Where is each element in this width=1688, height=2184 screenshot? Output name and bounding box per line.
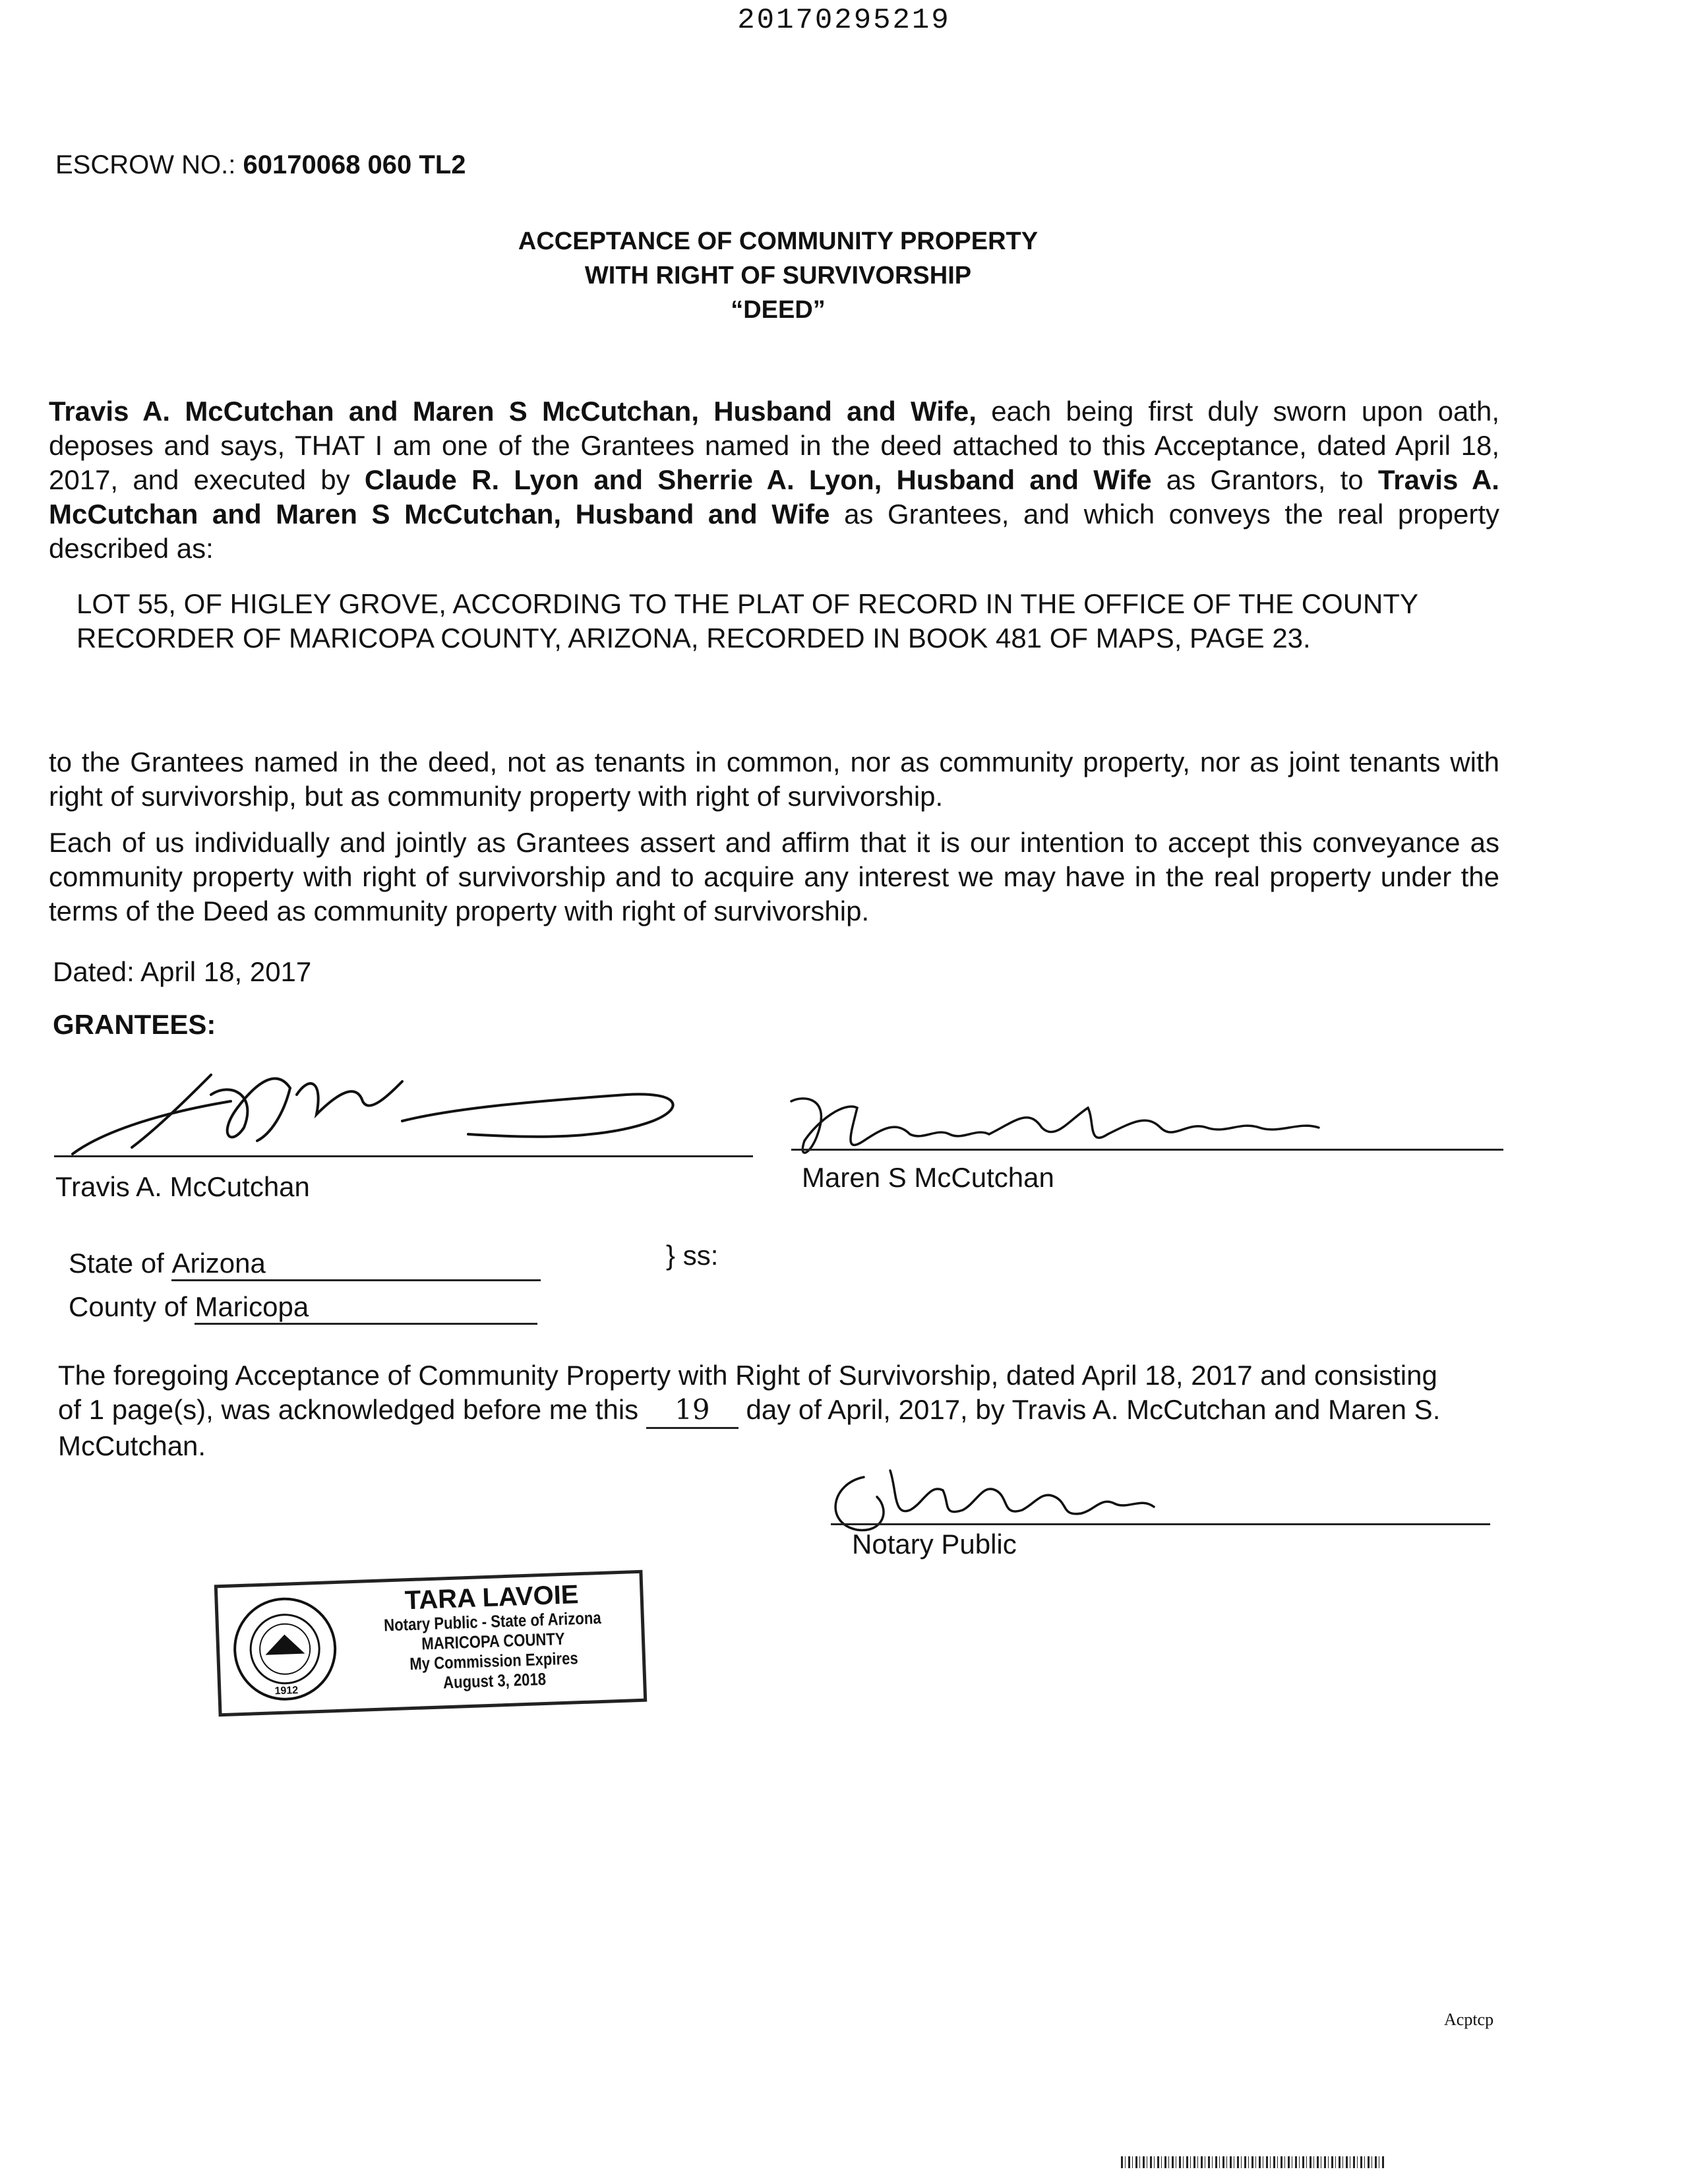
county-label: County of	[69, 1291, 187, 1322]
stamp-line-4: My Commission Expires	[409, 1648, 579, 1674]
escrow-label: ESCROW NO.:	[55, 150, 236, 179]
signer-name-right: Maren S McCutchan	[802, 1162, 1054, 1193]
seal-year: 1912	[274, 1685, 299, 1697]
stamp-line-5: August 3, 2018	[442, 1668, 547, 1693]
escrow-number	[55, 150, 466, 180]
title-line-2: WITH RIGHT OF SURVIVORSHIP	[584, 262, 972, 289]
escrow-value: 60170068 060 TL2	[243, 150, 466, 179]
stamp-line-2: Notary Public - State of Arizona	[383, 1607, 602, 1635]
county-value: Maricopa	[195, 1291, 537, 1325]
grantees-names: Travis A. McCutchan and Maren S McCutchan, Husband and Wife,	[49, 396, 977, 427]
title-line-1: ACCEPTANCE OF COMMUNITY PROPERTY	[518, 228, 1039, 255]
document-title	[0, 224, 1556, 327]
affirmation-paragraph: Each of us individually and jointly as Grantees assert and affirm that it is our intention to accept this conveyance as community property with right of survivorship and to acquire any interest we may have in the real property under the terms of the Deed as community property with right of survivorship.	[49, 827, 1499, 926]
venue-state	[69, 1248, 541, 1281]
signer-name-left: Travis A. McCutchan	[55, 1171, 310, 1202]
ss-marker: } ss:	[666, 1240, 719, 1271]
intro-paragraph: Travis A. McCutchan and Maren S McCutchan, Husband and Wife, each being first duly sworn upon oath, deposes and says, THAT I am one of the Grantees named in the deed attached to this Acceptance, dated April 18, 2017, and executed by Claude R. Lyon and Sherrie A. Lyon, Husband and Wife as Grantors, to Travis A. McCutchan and Maren S McCutchan, Husband and Wife as Grantees, and which conveys the real property described as:	[49, 396, 1499, 564]
dated-line: Dated: April 18, 2017	[53, 956, 312, 987]
state-label: State of	[69, 1248, 164, 1279]
legal-description: LOT 55, OF HIGLEY GROVE, ACCORDING TO THE PLAT OF RECORD IN THE OFFICE OF THE COUNTY RECORDER OF MARICOPA COUNTY, ARIZONA, RECORDED IN BOOK 481 OF MAPS, PAGE 23.	[76, 588, 1418, 653]
grantors-names: Claude R. Lyon and Sherrie A. Lyon, Husband and Wife	[364, 464, 1152, 495]
signature-line-left	[54, 1155, 753, 1157]
stamp-line-3: MARICOPA COUNTY	[421, 1628, 566, 1654]
tenancy-paragraph: to the Grantees named in the deed, not as tenants in common, nor as community property, nor as joint tenants with right of survivorship, but as community property with right of survivorship.	[49, 746, 1499, 812]
notary-label: Notary Public	[852, 1529, 1017, 1560]
grantees-names-2: Travis A. McCutchan and Maren S McCutchan, Husband and Wife	[49, 464, 1499, 530]
recording-number: 20170295219	[737, 4, 951, 37]
form-code: Acptcp	[1444, 2010, 1494, 2029]
state-value: Arizona	[171, 1248, 541, 1281]
title-line-3: “DEED”	[731, 296, 826, 324]
notary-signature-line	[831, 1523, 1490, 1525]
scan-barcode-marks	[1121, 2156, 1385, 2168]
acknowledgment-paragraph: The foregoing Acceptance of Community Property with Right of Survivorship, dated April 18, 2017 and consisting of 1 page(s), was acknowledged before me this 19 day of April, 2017, by Travis A. McCutchan and Maren S. McCutchan.	[58, 1360, 1441, 1461]
stamp-text	[349, 1579, 636, 1695]
stamp-name: TARA LAVOIE	[404, 1580, 580, 1616]
acknowledgment-day: 19	[646, 1393, 738, 1429]
notary-stamp	[214, 1570, 648, 1717]
signature-line-right	[791, 1149, 1503, 1151]
venue-county	[69, 1291, 537, 1325]
great-seal-icon	[227, 1593, 343, 1706]
grantees-heading: GRANTEES:	[53, 1009, 216, 1040]
